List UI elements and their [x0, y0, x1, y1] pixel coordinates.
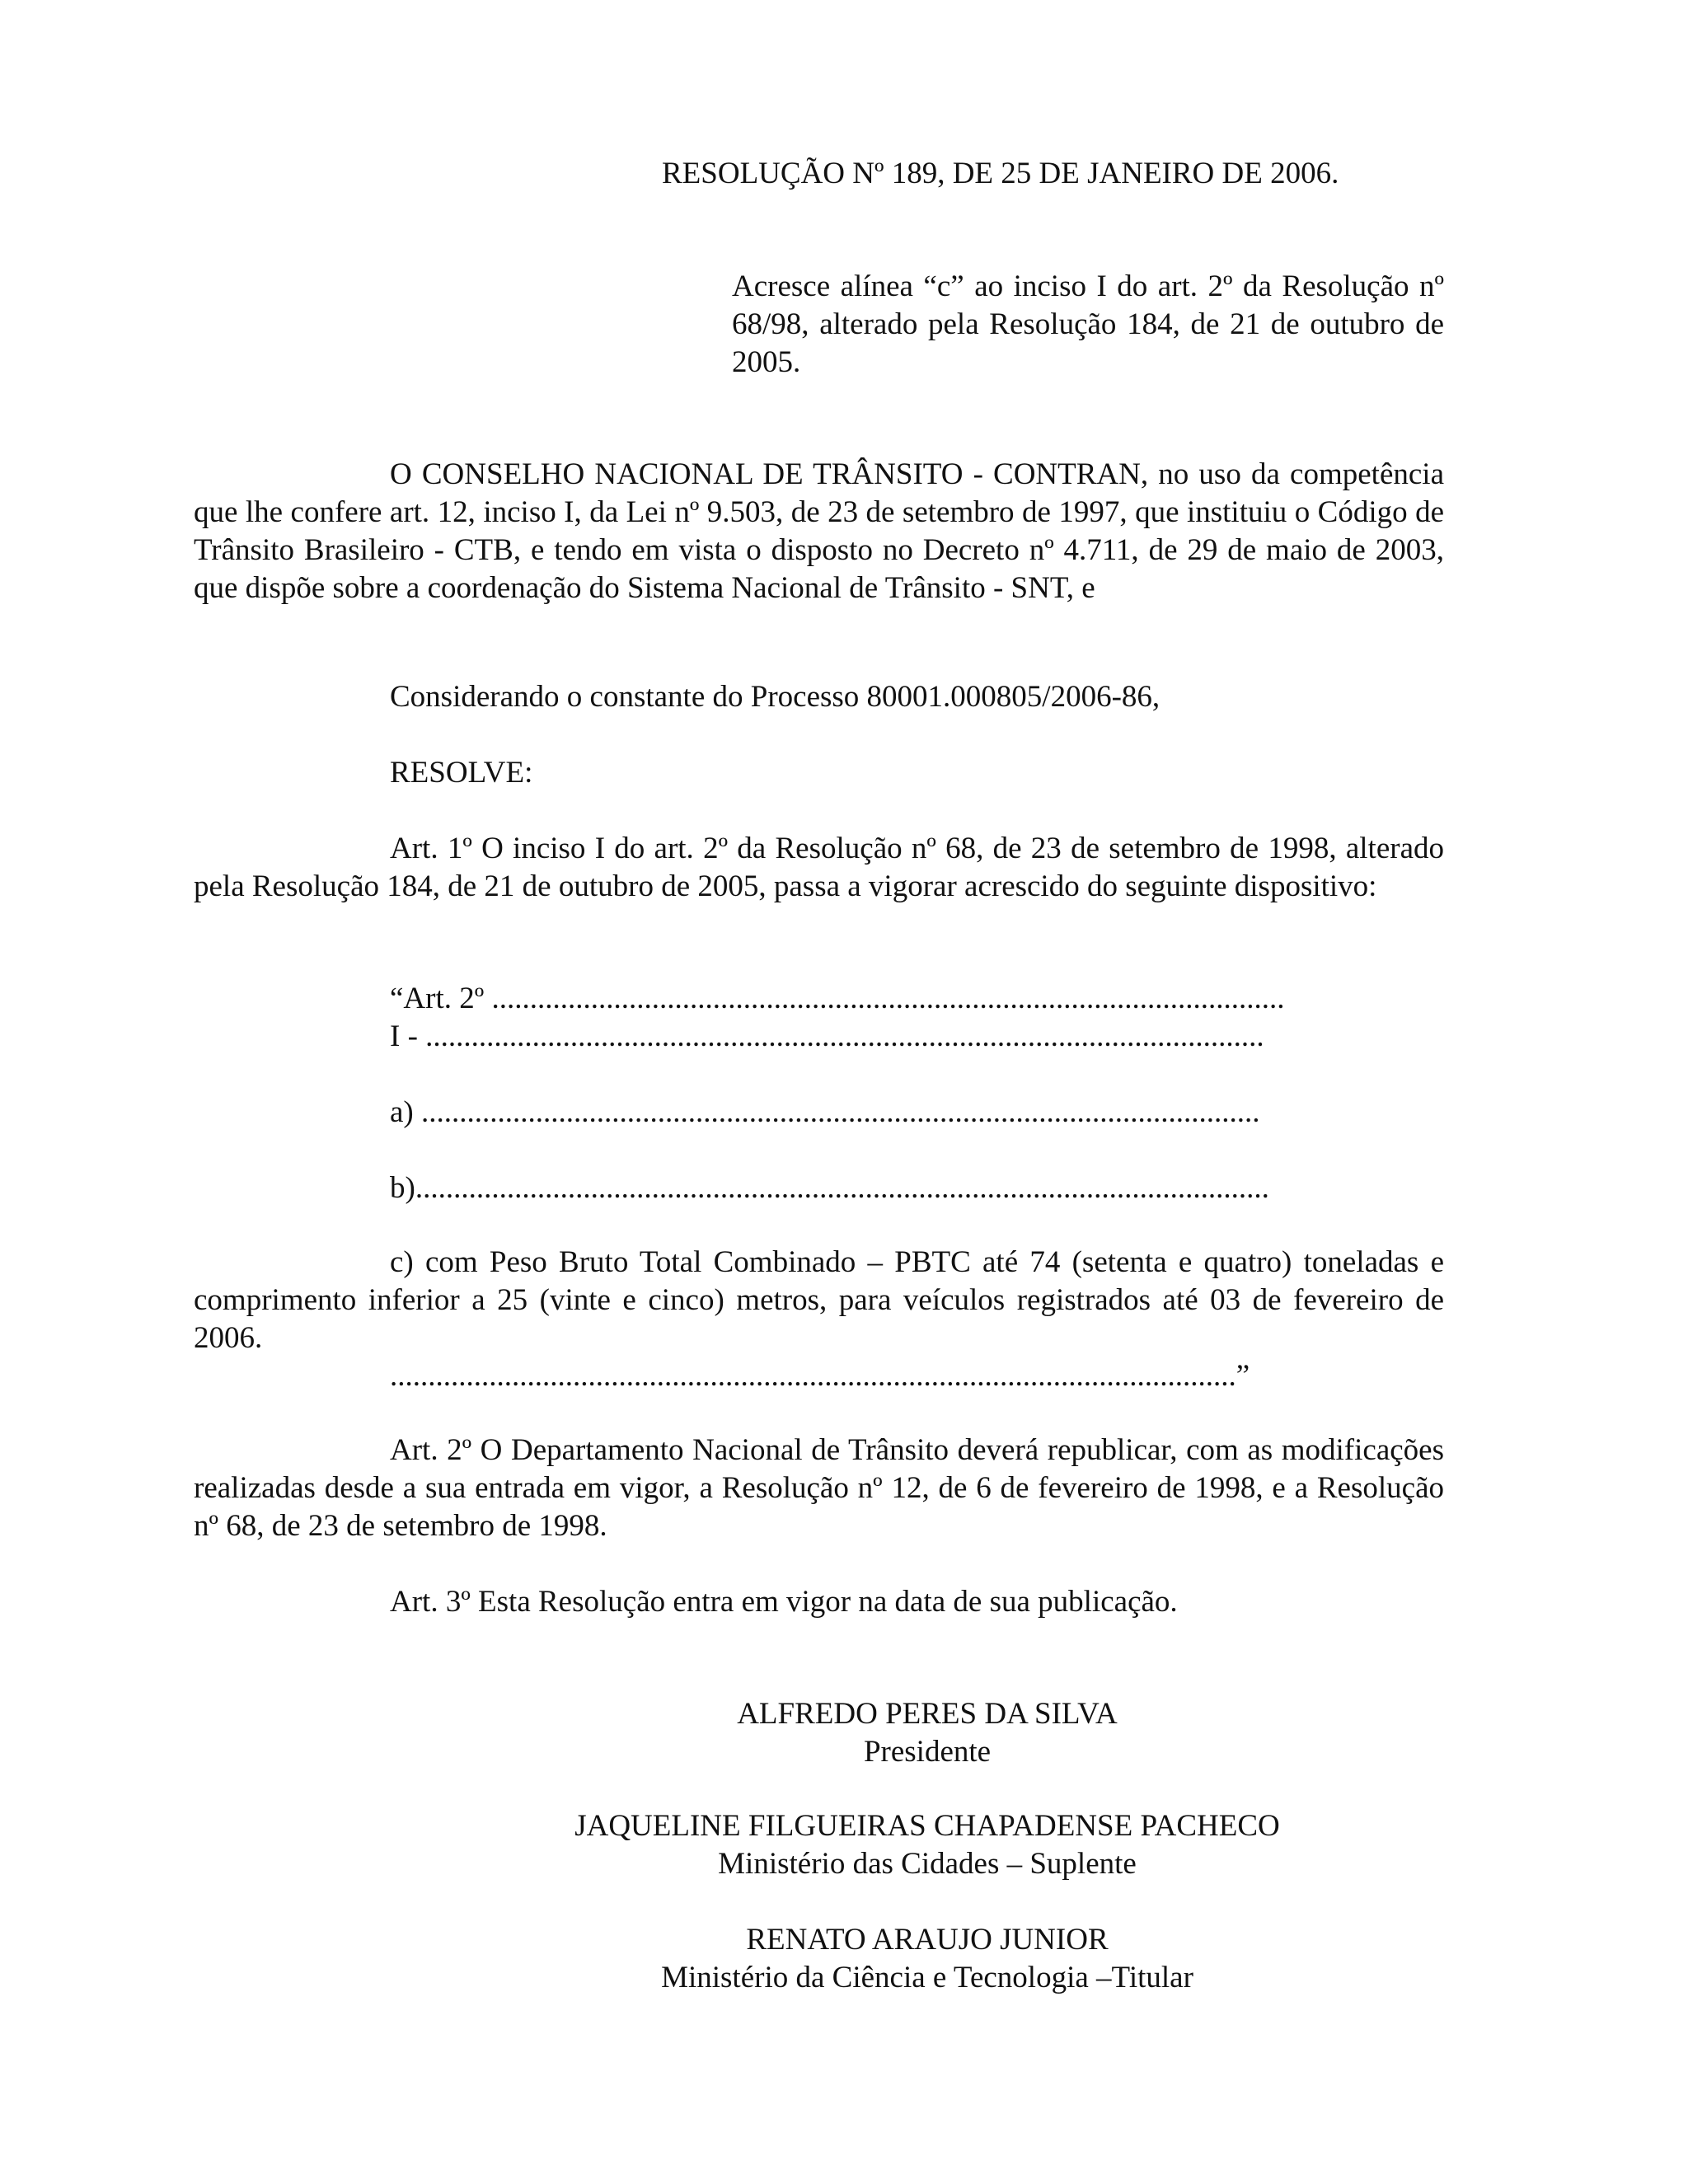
considerando-paragraph: Considerando o constante do Processo 80001.000805/2006-86, [390, 680, 1160, 714]
article-3-paragraph: Art. 3º Esta Resolução entra em vigor na data de sua publicação. [390, 1585, 1178, 1619]
quoted-inciso-line: I - .............................................................................................................. [390, 1019, 1264, 1053]
signatory-role: Presidente [863, 1735, 992, 1769]
quoted-alinea-b-line: b)................................................................................................................ [390, 1171, 1269, 1205]
signature-block [528, 1921, 1327, 1997]
article-2-paragraph: Art. 2º O Departamento Nacional de Trânsito deverá republicar, com as modificações realizadas desde a sua entrada em vigor, a Resolução nº 12, de 6 de fevereiro de 1998, e a Resolução nº 68, de 23 de setembro de 1998. [194, 1433, 1444, 1543]
resolution-title: RESOLUÇÃO Nº 189, DE 25 DE JANEIRO DE 2006. [662, 157, 1339, 190]
quoted-article-2-line: “Art. 2º ........................................................................................................ [390, 982, 1285, 1015]
quoted-alinea-a-line: a) .............................................................................................................. [390, 1095, 1260, 1129]
signature-block [528, 1807, 1327, 1883]
article-1-paragraph: Art. 1º O inciso I do art. 2º da Resolução nº 68, de 23 de setembro de 1998, alterado pela Resolução 184, de 21 de outubro de 2005, passa a vigorar acrescido do seguinte dispositivo: [194, 832, 1444, 903]
signature-block [528, 1695, 1327, 1771]
resolve-heading: RESOLVE: [390, 756, 533, 790]
preamble-paragraph: O CONSELHO NACIONAL DE TRÂNSITO - CONTRAN, no uso da competência que lhe confere art. 12, inciso I, da Lei nº 9.503, de 23 de setembro de 1997, que instituiu o Código de Trânsito Brasileiro - CTB, e tendo em vista o disposto no Decreto nº 4.711, de 29 de maio de 2003, que dispõe sobre a coordenação do Sistema Nacional de Trânsito - SNT, e [194, 457, 1444, 605]
signatory-role: Ministério da Ciência e Tecnologia –Titular [661, 1961, 1193, 1994]
signatory-name: ALFREDO PERES DA SILVA [737, 1697, 1118, 1731]
quoted-closing-line: ...............................................................................................................” [390, 1359, 1250, 1393]
ementa-paragraph: Acresce alínea “c” ao inciso I do art. 2º da Resolução nº 68/98, alterado pela Resolução 184, de 21 de outubro de 2005. [732, 269, 1444, 379]
signatory-role: Ministério das Cidades – Suplente [718, 1847, 1137, 1881]
alinea-c-paragraph: c) com Peso Bruto Total Combinado – PBTC até 74 (setenta e quatro) toneladas e comprimento inferior a 25 (vinte e cinco) metros, para veículos registrados até 03 de fevereiro de 2006. [194, 1245, 1444, 1355]
signatory-name: JAQUELINE FILGUEIRAS CHAPADENSE PACHECO [574, 1809, 1280, 1843]
signatory-name: RENATO ARAUJO JUNIOR [746, 1923, 1109, 1957]
